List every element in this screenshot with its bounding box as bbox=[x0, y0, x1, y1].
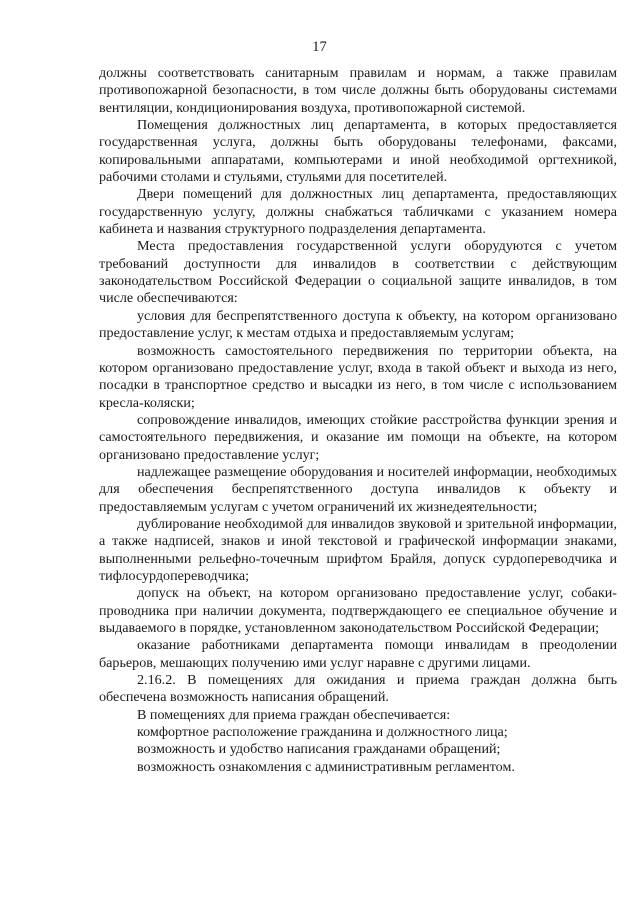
paragraph-section-2-16-2: 2.16.2. В помещениях для ожидания и приема граждан должна быть обеспечена возможность написания обращений. bbox=[99, 672, 617, 706]
list-item-regulation-access: возможность ознакомления с административным регламентом. bbox=[137, 758, 515, 775]
list-item-comfortable-seating: комфортное расположение гражданина и должностного лица; bbox=[137, 724, 508, 741]
document-body bbox=[99, 65, 617, 776]
list-item-escort: сопровождение инвалидов, имеющих стойкие расстройства функции зрения и самостоятельного передвижения, и оказание им помощи на объекте, на котором организовано предоставление услуг; bbox=[99, 411, 617, 463]
paragraph-accessibility-intro: Места предоставления государственной услуги оборудуются с учетом требований доступности для инвалидов в соответствии с действующим законодательством Российской Федерации о социальной защите инвалидов, в том числе обеспечиваются: bbox=[99, 238, 617, 307]
list-item-guide-dog: допуск на объект, на котором организовано предоставление услуг, собаки-проводника при наличии документа, подтверждающего ее специальное обучение и выдаваемого в порядке, установленном законодательством Российской Федерации; bbox=[99, 585, 617, 636]
list-item-staff-assistance: оказание работниками департамента помощи инвалидам в преодолении барьеров, мешающих получению ими услуг наравне с другими лицами. bbox=[99, 637, 617, 671]
list-item-writing-convenience: возможность и удобство написания гражданами обращений; bbox=[137, 741, 501, 758]
page-number: 17 bbox=[312, 39, 327, 55]
paragraph-reception-rooms: В помещениях для приема граждан обеспечивается: bbox=[137, 706, 451, 723]
paragraph-office-equipment: Помещения должностных лиц департамента, в которых предоставляется государственная услуга, должны быть оборудованы телефонами, факсами, копировальными аппаратами, компьютерами и иной необходимой оргтехникой, рабочими столами и стульями, стульями для посетителей. bbox=[99, 117, 617, 186]
list-item-unobstructed-access: условия для беспрепятственного доступа к объекту, на котором организовано предоставление услуг, к местам отдыха и предоставляемым услугам; bbox=[99, 307, 617, 342]
list-item-independent-movement: возможность самостоятельного передвижения по территории объекта, на котором организовано предоставление услуг, входа в такой объект и выхода из него, посадки в транспортное средство и высадки из него, в том числе с использованием кресла-коляски; bbox=[99, 342, 617, 411]
list-item-equipment-placement: надлежащее размещение оборудования и носителей информации, необходимых для обеспечения беспрепятственного доступа инвалидов к объекту и предоставляемым услугам с учетом ограничений их жизнедеятельности; bbox=[99, 463, 617, 515]
paragraph-sanitary-requirements: должны соответствовать санитарным правилам и нормам, а также правилам противопожарной безопасности, в том числе должны быть оборудованы системами вентиляции, кондиционирования воздуха, противопожарной системой. bbox=[99, 65, 617, 116]
list-item-information-duplication: дублирование необходимой для инвалидов звуковой и зрительной информации, а также надписей, знаков и иной текстовой и графической информации знаками, выполненными рельефно-точечным шрифтом Брайля, допуск сурдопереводчика и тифлосурдопереводчика; bbox=[99, 515, 617, 584]
paragraph-door-signs: Двери помещений для должностных лиц департамента, предоставляющих государственную услугу, должны снабжаться табличками с указанием номера кабинета и названия структурного подразделения департамента. bbox=[99, 186, 617, 238]
